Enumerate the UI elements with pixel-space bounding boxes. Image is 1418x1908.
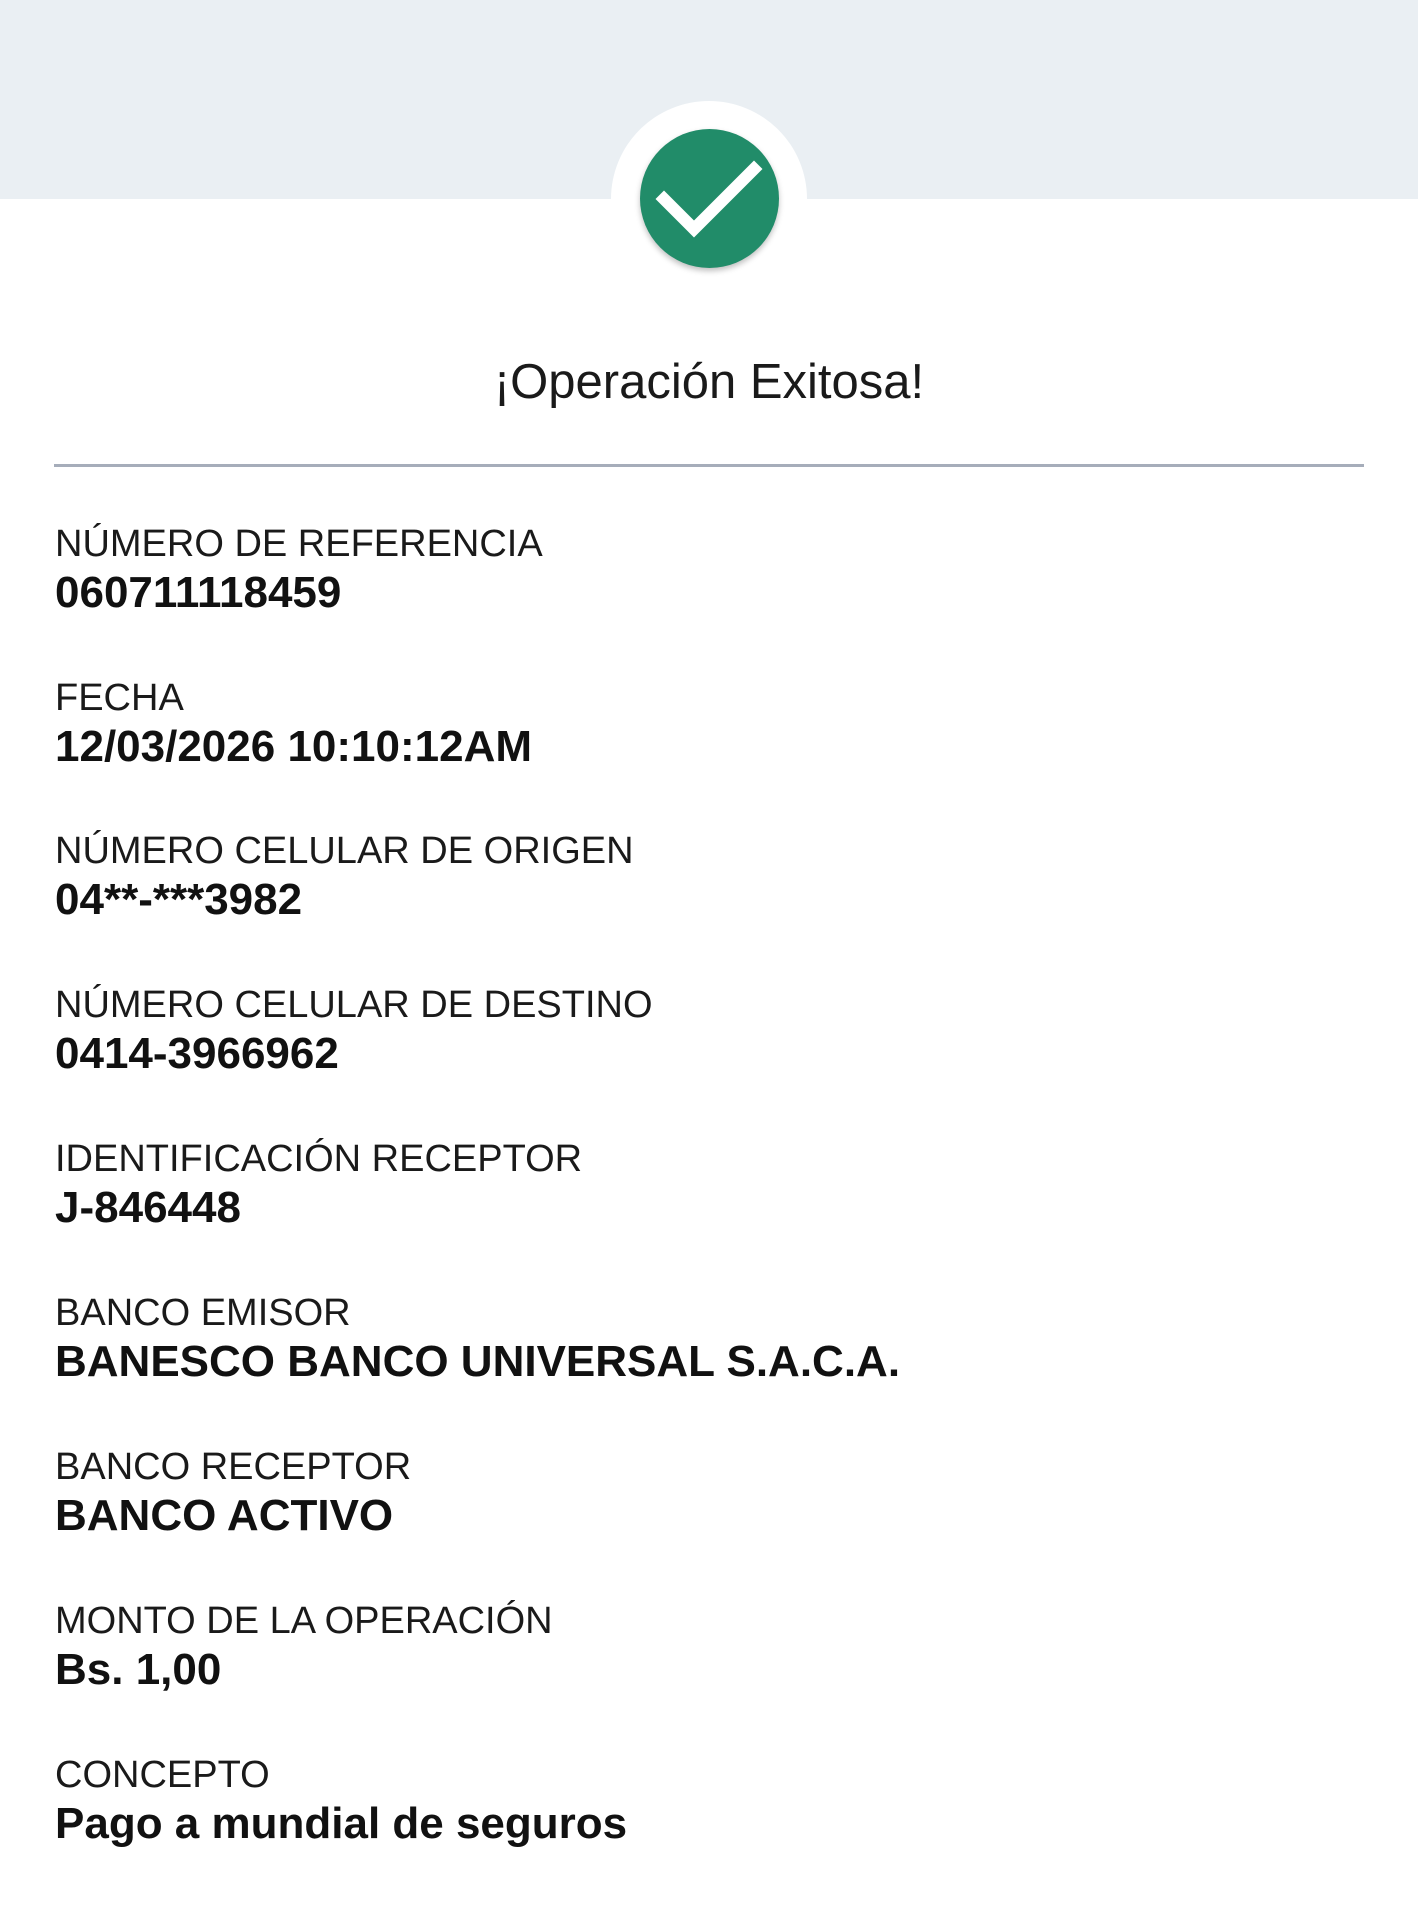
field-issuing-bank [55, 1290, 1355, 1390]
field-value: BANESCO BANCO UNIVERSAL S.A.C.A. [55, 1337, 901, 1386]
success-badge [640, 129, 779, 268]
field-receiver-id [55, 1136, 1355, 1236]
field-label: BANCO RECEPTOR [55, 1446, 412, 1488]
field-label: MONTO DE LA OPERACIÓN [55, 1600, 553, 1642]
field-label: NÚMERO CELULAR DE ORIGEN [55, 830, 634, 872]
field-label: IDENTIFICACIÓN RECEPTOR [55, 1138, 583, 1180]
field-receiving-bank [55, 1444, 1355, 1544]
field-value: 0414-3966962 [55, 1029, 339, 1078]
field-destination-phone [55, 982, 1355, 1082]
field-label: NÚMERO DE REFERENCIA [55, 523, 543, 565]
field-value: Bs. 1,00 [55, 1645, 222, 1694]
field-value: Pago a mundial de seguros [55, 1799, 628, 1848]
field-value: BANCO ACTIVO [55, 1491, 394, 1540]
field-reference-number [55, 521, 1355, 621]
field-label: NÚMERO CELULAR DE DESTINO [55, 984, 653, 1026]
field-label: FECHA [55, 677, 184, 719]
field-label: BANCO EMISOR [55, 1292, 351, 1334]
checkmark-icon [640, 129, 779, 268]
field-value: J-846448 [55, 1183, 241, 1232]
divider [54, 464, 1364, 467]
field-origin-phone [55, 828, 1355, 928]
field-amount [55, 1598, 1355, 1698]
field-value: 12/03/2026 10:10:12AM [55, 722, 532, 771]
field-concept [55, 1752, 1355, 1852]
field-date [55, 675, 1355, 775]
field-label: CONCEPTO [55, 1754, 270, 1796]
field-value: 060711118459 [55, 568, 342, 617]
page-title: ¡Operación Exitosa! [493, 355, 925, 409]
field-value: 04**-***3982 [55, 875, 303, 924]
